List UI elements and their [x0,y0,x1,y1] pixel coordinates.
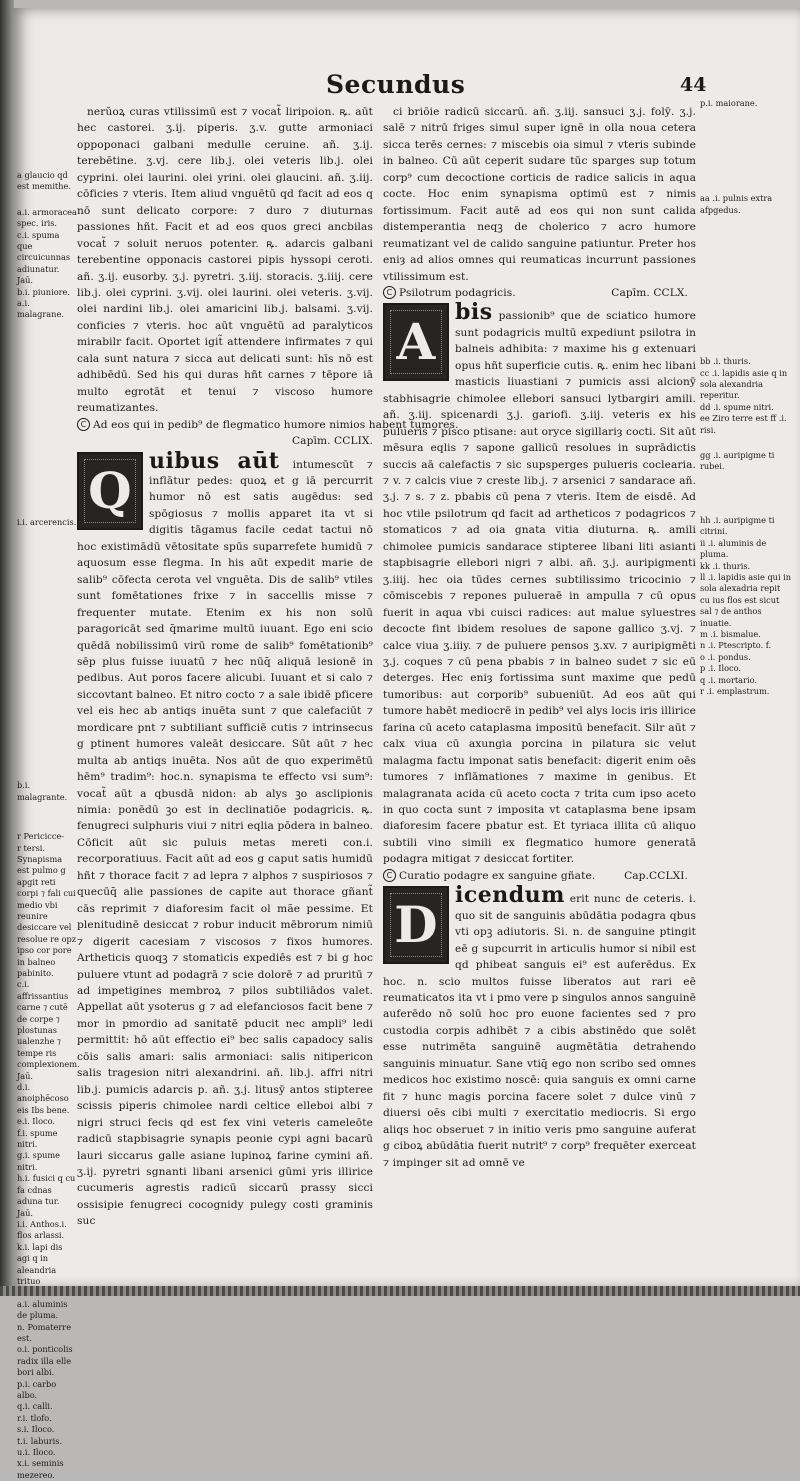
chapter-body-text: erit nunc de ceteris. i. quo sit de sanguinis abūdātia podagra qbus vti opꝫ adiutoris. Si. n. de sanguine ptingit eē g supcurrit in articulis humor si nibil est qd phibeat sanguis ei⁹ est auferēdus. Ex hoc. n. scio multos fuisse liberatos aut rari eē reumaticatos ita vt i pmo vere p singulos annos sanguinē auferēdo nō solū hoc pro euone facientes sed ⁊ pro custodia corpis adhibēt ⁊ a cibis abstinēdo que solēt esse nutrimēta sanguinē augmētātia detrahendo sanguinis minuatur. Sane vtiq̄ ego non scribo sed omnes medicos hoc existimo noscē: quia sanguis ex omni carne fit ⁊ hunc magis porcina facere solet ⁊ dulce vinū ⁊ diuersi oēs cibi multi ⁊ exercitatio mediocris. Si ergo aliqs hoc obseruet ⁊ in initio veris pmo sanguine auferat g ciboꝝ abūdātia fuerit nutrit⁹ ⁊ corp⁹ frequēter exerceat ⁊ impinger sit ad omnē ve [383,893,697,1169]
margin-gloss [700,151,792,165]
right-opening-paragraph: ci briōie radicū siccarū. añ. ʒ.iij. sansuci ʒ.j. folȳ. ʒ.j. salē ⁊ nitrū friges simul super ignē in olla noua cetera sicca terēs cernes: ⁊ miscebis oia simul ⁊ vteris subinde in balneo. Cū aūt ceperit sudare tūc sparges sup totum corp⁹ cum decoctione corticis de radice salicis in aqua cocte. Hoc enim synapisma optimū est ⁊ nimis fortissimum. Facit autē ad eos qui non sunt calida distemperantia neqꝫ de cholerico ⁊ acro humore reumatizant vel de calido sanguine patiuntur. Preter hos eniȝ ad alios omnes qui reumaticas incurrunt passiones vtilissimum est. [383,106,696,283]
margin-gloss: q .i. mortario. [700,674,757,685]
chapter-heading-cclx [383,285,696,301]
chapter-number-group [611,285,688,301]
decorated-initial-q: Q [77,452,143,530]
chapter-label: Capīm. [611,286,650,299]
margin-gloss: p.i. maiorane. [700,98,758,108]
margin-gloss: u.i. Iloco. [17,1447,56,1458]
margin-gloss: c.i. spuma que circuicunnas adiunatur. Jaū. [17,229,71,286]
margin-gloss [17,377,77,391]
margin-gloss: o .i. pondus. [700,651,751,662]
margin-gloss: cc .i. lapidis asie q in sola alexandria reperitur. [700,367,788,401]
margin-gloss: ll .i. lapidis asie qui in sola alexadria repit cu ius flos est sicut sal ⁊ de anthos inuatie. [700,571,792,628]
margin-gloss [17,766,77,780]
chapter-body [77,447,373,1230]
chapter-number: CCLX. [653,286,688,299]
chapter-heading-text: Psilotrum podagricis. [399,286,516,299]
folio-number: 44 [680,74,707,96]
margin-gloss [17,626,77,640]
margin-gloss [700,123,792,137]
margin-gloss: r tersi. [17,842,45,853]
margin-gloss [700,342,792,356]
opening-words: icendum [455,882,565,909]
paragraph-mark-icon: C [383,286,396,299]
margin-gloss [17,556,77,570]
margin-gloss [17,738,77,752]
margin-gloss [17,363,77,377]
margin-gloss: a.i. malagrane. [17,298,64,320]
margin-gloss: x.i. seminis mezereo. [17,1458,64,1480]
chapter-heading-text: Ad eos qui in pedib⁹ de flegmatico humore nimios habent tumores. [93,418,459,431]
margin-gloss [700,314,792,328]
margin-gloss [700,300,792,314]
margin-gloss: e.i. Iloco. [17,1116,56,1127]
opening-words: bis [455,299,493,326]
margin-gloss: p .i. Iloco. [700,663,742,674]
margin-gloss: b.i. piuniore. [17,286,70,297]
paragraph-mark-icon: C [77,418,90,431]
chapter-label: Capīm. [291,435,331,448]
opening-words: uibus aūt [149,447,280,474]
margin-gloss [17,752,77,766]
chapter-body [383,884,696,1171]
margin-gloss: g.i. spume nitri. [17,1150,60,1172]
margin-gloss: r Pericicce- [17,831,65,842]
right-text-column [383,104,697,1169]
margin-gloss: p.i. carbo albo. [17,1378,57,1400]
margin-gloss: d.i. anoiphēcoso eis Ibs bene. [17,1082,70,1115]
margin-gloss [17,419,77,433]
margin-gloss: k.i. lapi dis agi q in aleandria trituo [17,1241,63,1286]
margin-gloss [17,654,77,668]
chapter-number-group [624,868,688,884]
chapter-heading-cclix [77,417,459,433]
margin-gloss [700,137,792,151]
margin-gloss [17,696,77,710]
margin-gloss [17,724,77,738]
chapter-heading-text: Curatio podagre ex sanguine gñate. [399,869,596,882]
margin-gloss: c.i. affrissantius carne ⁊ cutē de corpe ⁊ plostunas ualenzhe ⁊ tempe ris complexionem. Jaū. [17,979,80,1081]
margin-gloss [700,436,792,450]
margin-gloss: gg .i. auripigme ti rubei. [700,450,775,472]
margin-gloss: n. Pomaterre est. [17,1321,72,1343]
margin-gloss [17,391,77,405]
margin-gloss: q.i. calli. [17,1401,53,1412]
margin-gloss [700,487,792,501]
margin-gloss: kk .i. thuris. [700,560,751,571]
margin-gloss [700,286,792,300]
margin-gloss: ee Ziro terre est ff .i. risi. [700,413,787,435]
margin-gloss [700,244,792,258]
margin-gloss: a glaucio qd est memithe. [17,170,71,192]
margin-gloss [17,710,77,724]
margin-gloss [17,321,77,335]
margin-gloss [17,803,77,817]
margin-gloss [17,447,77,461]
margin-gloss [17,528,77,542]
margin-gloss [700,179,792,193]
margin-gloss: ii .i. aluminis de pluma. [700,537,767,560]
chapter-label: Cap. [624,869,650,882]
margin-gloss: aa .i. pulnis extra afpgedus. [700,193,773,215]
margin-gloss: i.i. arcerencis. [17,516,77,527]
left-margin-glosses [17,170,80,1480]
margin-gloss [17,475,77,489]
margin-gloss [17,193,77,207]
margin-gloss: n .i. Ptescripto. f. [700,640,772,651]
margin-gloss: r .i. emplastrum. [700,685,770,696]
margin-gloss: s.i. Iloco. [17,1424,55,1435]
margin-gloss [17,584,77,598]
margin-gloss [17,335,77,349]
chapter-body [383,301,696,867]
margin-gloss: h.i. fusici q cu fa cdnas aduna tur. Jaū. [17,1173,76,1218]
margin-gloss: Synapisma est pulmo g apgit reti corpi ⁊ fali cui medio vbi reunire desiccare vel resolue re opz ipso cor pore in balneo pabinito. [17,853,77,978]
page-bottom-edge [0,1286,800,1296]
right-margin-glosses [700,98,792,758]
margin-gloss: f.i. spume nitri. [17,1127,58,1150]
margin-gloss [17,570,77,584]
margin-gloss [17,612,77,626]
margin-gloss [17,489,77,503]
margin-gloss [700,501,792,515]
left-opening-paragraph: nerŭoꝝ curas vtilissimū est ⁊ vocat̃ liripoion. ꝶ. aūt hec castorei. ʒ.ij. piperis. ʒ.v. gutte armoniaci oppoponaci galbani medulle ceruine. añ. ʒ.ij. terebētine. ʒ.vj. cere lib.j. olei veteris lib.j. olei cyprini. olei laurini. olei yrini. olei glaucini. añ. ʒ.iij. cōficies ⁊ vteris. Item aliud vnguētū qd facit ad eos q nō sunt delicato corpore: ⁊ duro ⁊ diuturnas passiones hñt. Facit et ad eos quos greci ancbilas vocat̃ ⁊ soluit neruos potenter. ꝶ. adarcis galbani terebentine opponacis castorei pipis hyssopi ceroti. añ. ʒ.ij. eusorby. ʒ.j. pyretri. ʒ.iij. storacis. ʒ.iiij. cere lib.j. olei cyprini. ʒ.vij. olei laurini. olei veteris. ʒ.vij. olei nardini lib.j. olei amaricini lib.j. balsami. ʒ.vij. conficies ⁊ vteris. hoc aūt vnguētū ad paralyticos mirabilr facit. Oportet igit̃ attendere infirmates ⁊ qui cala sunt natura ⁊ sicca aut delicati sunt: hīs nō est adhibēdū. Sed his qui duras hñt carnes ⁊ tēpore iā multo egrotāt et tenui ⁊ viscoso humore reumatizantes. [77,106,373,415]
margin-gloss [17,668,77,682]
margin-gloss [17,461,77,475]
margin-gloss [700,328,792,342]
chapter-body-text: intumescūt ⁊ inflātur pedes: quoꝝ et g iā percurrit humor nō est satis augēdus: sed spōgiosus ⁊ mollis apparet ita vt si digitis tāgamus facile cedat tactui nō hoc existimādū vētositate spūs suparrefete humidū ⁊ aquosum esse flegma. In his aūt expedit marie de salib⁹ cōfecta cerota vel vnguēta. Dis de salib⁹ vtiles sunt fomētationes frixe ⁊ in saccellis misse ⁊ frequenter mutate. Etenim ex his non solū paragoricāt sed q̄marime multū iuuant. Ego eni scio quēdā nobilissimū virū rome de salib⁹ fomētationib⁹ sēp plus fuisse iuuatū ⁊ hec nūq̄ aliquā lesionē in pedibus. Aut poros facere alicubi. Iuuant et si calo ⁊ siccovtant balneo. Et nitro cocto ⁊ a sale ibidē pficere vel eis hec ab antiqs inuēta sunt ⁊ que calefaciūt ⁊ mordicare pnt ⁊ subtiliant sufficiē cutis ⁊ intrinsecus g ptinent humores valeāt desiccare. Sūt aūt ⁊ hec multa ab antiqs inuēta. Nos aūt de quo experimētū hēm⁹ tradim⁹: hoc.n. synapisma te effecto vsi sum⁹: vocat̃ aūt a qbusdā nidon: ab alys ꝫo asclipionis nimia: ponēdū ꝫo est in declinatiōe podagricis. ꝶ. fenugreci sulphuris viui ⁊ nitri eqlia pōdera in balneo. Cōficit aūt sic puluis metas mereti con.i. recorporatiuus. Facit aūt ad eos g caput satis humidū hñt ⁊ thorace facit ⁊ ad lepra ⁊ alphos ⁊ suspiriosos ⁊ quecūq̄ alie passiones de capite aut thorace gñant̃ cās reprimit ⁊ diaforesim facit ol mãe pessime. Et plenitudinē desiccat ⁊ robur inducit mēbrorum nimiū ⁊ digerit cacesiam ⁊ viscosos ⁊ fixos humores. Artheticis quoqꝫ ⁊ stomaticis expediēs est ⁊ bi g hoc puluere vtunt ad podagrā ⁊ scie dolorē ⁊ ad pruritū ⁊ ad impetigines membroꝝ ⁊ pilos subtiliādos valet. Appellat aūt ysoterus g ⁊ ad elefanciosos facit bene ⁊ mor in pmordio ad sanitatē pducit nec ampli⁹ ledi permittit: hō aūt effectio ei⁹ bec salis capadocy salis cōis salis amari: salis armoniaci: salis nitipericon salis tragesion nitri alexandrini. añ. lib.j. affri nitri lib.j. pumicis adarcis p. añ. ʒ.j. litusȳ antos stipteree scissis piperis chimolee nardi celtice elleboi albi ⁊ nigri struci fecis qd est fex vini veteris cameleōte radicū stapbisagrie synapis peonie cypi agni bacarū lauri siccarus galle asiane lupinoꝝ farine cymini añ. ʒ.ij. pyretri sgnanti libani arsenici gūmi yris illirice cucumeris agrestis radicū siccarū prassy sicci ossisipie fenugreci cocognidy pulegy costi graminis suc [77,458,373,1228]
margin-gloss: dd .i. spume nitri. [700,401,774,412]
margin-gloss [17,817,77,831]
margin-gloss [700,473,792,487]
margin-gloss: bb .i. thuris. [700,356,751,367]
margin-gloss [17,640,77,654]
margin-gloss [17,433,77,447]
margin-gloss: hh .i. auripigme ti citrini. [700,514,775,537]
margin-gloss: t.i. laburis. [17,1435,63,1446]
margin-gloss: a.i. aluminis de pluma. [17,1298,68,1321]
margin-gloss [700,230,792,244]
margin-gloss: m .i. bismalue. [700,628,761,639]
margin-gloss: i.i. Anthos.i. flos arlassi. [17,1218,67,1241]
margin-gloss: b.i. malagrante. [17,780,68,802]
paragraph-mark-icon: C [383,869,396,882]
margin-gloss [700,272,792,286]
margin-gloss [700,165,792,179]
margin-gloss [17,503,77,517]
margin-gloss [700,109,792,123]
running-head: Secundus [326,70,466,99]
margin-gloss [700,258,792,272]
margin-gloss [17,598,77,612]
margin-gloss [17,682,77,696]
margin-gloss [17,349,77,363]
decorated-initial-d: D [383,886,449,964]
margin-gloss [17,405,77,419]
chapter-body-text: passionib⁹ que de sciatico humore sunt podagricis multū expediunt psilotra in balneis adhibita: ⁊ maxime his g extenuari opus hñt superficie cutis. ꝶ. enim hec libani masticis liuastiani ⁊ pumicis assi alcionȳ stabhisagrie chimolee ellebori sansuci lytbargiri amili. añ. ʒ.iij. spicenardi ʒ.j. gariofi. ʒ.iij. veteris ex his pulueris ⁊ pisco ptisane: aut oryce sigillariȝ cocti. Sit aūt mēsura eqlis ⁊ sapone gallicū resolues in suprādictis succis aā calefactis ⁊ sic supsperges pulueris coclearia. ⁊ v. ⁊ calcis viue ⁊ creste lib.j. ⁊ arsenici ⁊ sandarace añ. ʒ.j. ⁊ s. ⁊ z. pbabis cū pena ⁊ vteris. Item de eisdē. Ad hoc vtile psilotrum qd facit ad artheticos ⁊ podagricos ⁊ stomaticos ⁊ ad oia gnata vitia diuturna. ꝶ. amili chimolee pumicis sandarace stipteree libani liti asianti stapbisagrie ellebori nigri ⁊ albi. añ. ʒ.j. auripigmenti ʒ.iiij. hec oia tūdes cernes subtilissimo tricocinio ⁊ cōmiscebis ⁊ repones pulueraē in ampulla ⁊ cū opus fuerit in aqua vbi cuisci radices: aut malue syluestres decocte fint ibidem resolues de sapone gallico ʒ.vj. ⁊ calce viua ʒ.iiiy. ⁊ de puluere pensos ʒ.xv. ⁊ auripigmēti ʒ.j. coques ⁊ cū pena pbabis ⁊ in balneo sudet ⁊ sic eū deterges. Hec eniȝ fortissima sunt maxime que pedū tumoribus: aut corporib⁹ subueniūt. Ad eos aūt qui tumore habēt mediocrē in pedib⁹ vel alys locis iris illirice farina cū aceto cataplasma impositū benefacit. Silr aūt ⁊ calx viua cū axungia porcina in pilatura sic velut malagma factu imponat satis benefacit: digerit enim oēs tumores ⁊ inflāmationes ⁊ maxime in genibus. Et malagranata acida cū aceto cocta ⁊ trita cum ipso aceto in quo cocta sunt ⁊ imposita vt cataplasma bene ipsam diaforesim facere pbatur est. Et tyriaca illita cū aliquo subtili vino simili ex flegmatico humore generatā podagra mitigat ⁊ desiccat fortiter. [383,310,696,866]
margin-gloss [700,216,792,230]
decorated-initial-a: A [383,303,449,381]
margin-gloss: o.i. ponticolis radix illa elle bori albi. [17,1344,73,1378]
margin-gloss: r.i. tlofo. [17,1412,52,1423]
margin-gloss [17,542,77,556]
chapter-number: CCLXI. [649,869,688,882]
margin-gloss: a.i. armoracea spec. iris. [17,206,77,229]
chapter-number: CCLIX. [334,435,373,448]
